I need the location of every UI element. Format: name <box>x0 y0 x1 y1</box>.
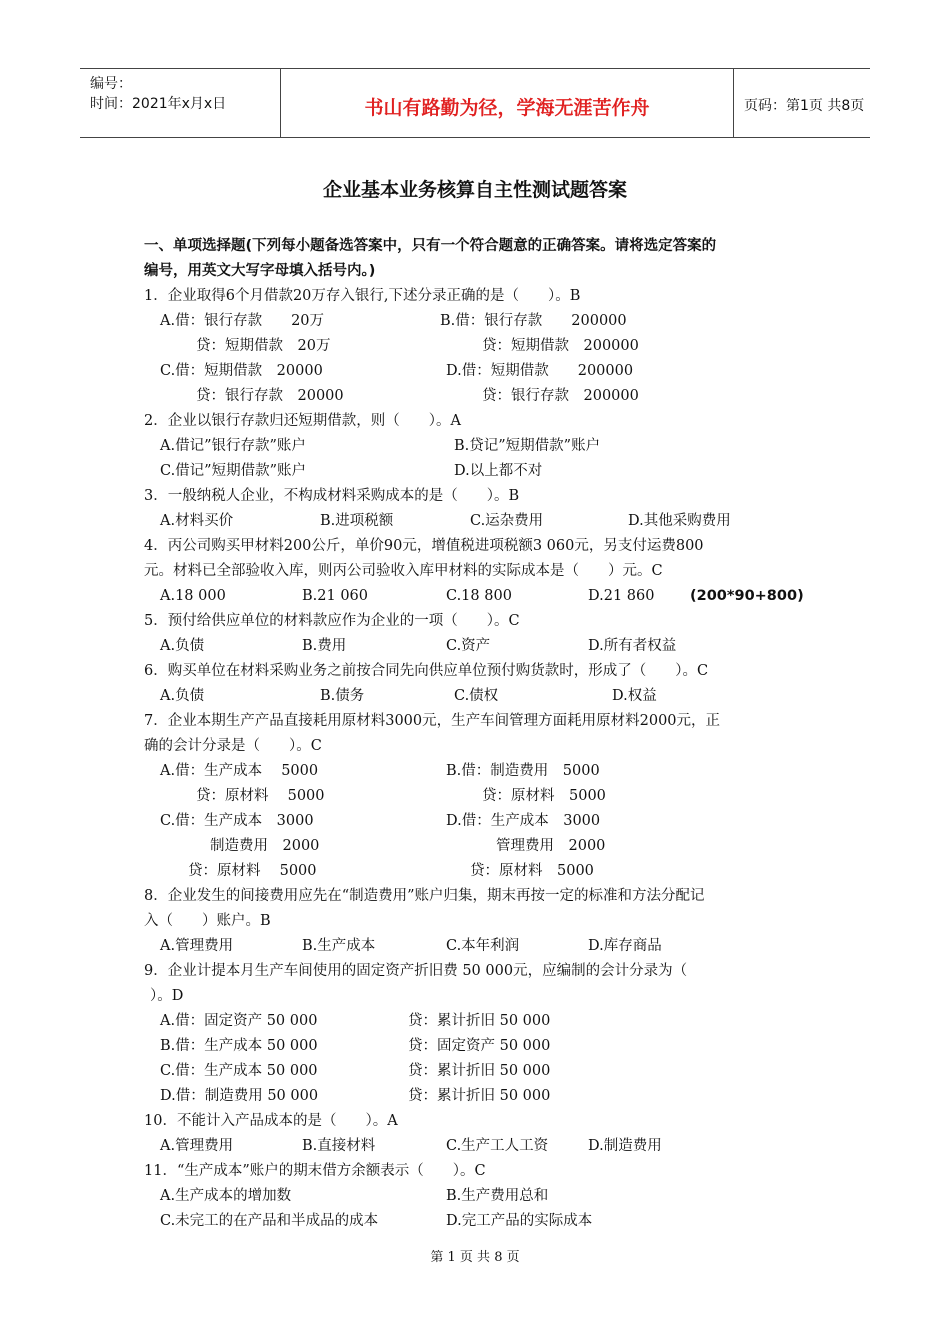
text-line: 9．企业计提本月生产车间使用的固定资产折旧费 50 000元，应编制的会计分录为（ <box>144 963 688 979</box>
text-line: D.以上都不对 <box>454 463 543 479</box>
text-line: 6．购买单位在材料采购业务之前按合同先向供应单位预付购货款时，形成了（ ）。C <box>144 663 709 679</box>
text-line: C.资产 <box>446 638 491 654</box>
text-line: 5．预付给供应单位的材料款应作为企业的一项（ ）。C <box>144 613 520 629</box>
text-line: 贷：银行存款 200000 <box>482 388 639 404</box>
text-line: A.负债 <box>160 688 205 704</box>
text-line: D.所有者权益 <box>588 638 677 654</box>
text-line: B.费用 <box>302 638 347 654</box>
page-footer: 第 1 页 共 8 页 <box>430 1250 520 1265</box>
date-label: 时间：2021年x月x日 <box>90 96 227 112</box>
text-line: B.借：生产成本 50 000 <box>160 1038 318 1054</box>
text-line: B.借：银行存款 200000 <box>440 313 627 329</box>
text-line: A.负债 <box>160 638 205 654</box>
text-line: A.管理费用 <box>160 1138 234 1154</box>
text-line: D.借：制造费用 50 000 <box>160 1088 319 1104</box>
text-line: 贷：累计折旧 50 000 <box>408 1013 551 1029</box>
text-line: C.借：生产成本 50 000 <box>160 1063 318 1079</box>
motto: 书山有路勤为径，学海无涯苦作舟 <box>364 97 650 119</box>
text-line: 贷：累计折旧 50 000 <box>408 1088 551 1104</box>
text-line: D.完工产品的实际成本 <box>446 1213 593 1229</box>
text-line: 贷：固定资产 50 000 <box>408 1038 551 1054</box>
text-line: B.借：制造费用 5000 <box>446 763 600 779</box>
text-line: B.债务 <box>320 688 365 704</box>
text-line: ）。D <box>150 988 184 1004</box>
text-line: 7．企业本期生产产品直接耗用原材料3000元，生产车间管理方面耗用原材料2000元，正 <box>144 713 721 729</box>
text-line: C.生产工人工资 <box>446 1138 549 1154</box>
page-title: 企业基本业务核算自主性测试题答案 <box>322 179 627 201</box>
text-line: A.18 000 <box>160 588 226 604</box>
text-line: 贷：原材料 5000 <box>188 863 317 879</box>
text-line: 贷：短期借款 20万 <box>196 338 331 354</box>
text-line: A.生产成本的增加数 <box>160 1188 292 1204</box>
text-line: D.其他采购费用 <box>628 513 731 529</box>
text-line: 确的会计分录是（ ）。C <box>144 738 322 754</box>
text-line: 1．企业取得6个月借款20万存入银行,下述分录正确的是（ ）。B <box>144 288 581 304</box>
text-line: A.借：生产成本 5000 <box>160 763 319 779</box>
text-line: C.债权 <box>454 688 499 704</box>
text-line: D.权益 <box>612 688 657 704</box>
header-motto-cell <box>280 69 734 137</box>
text-line: 贷：原材料 5000 <box>196 788 325 804</box>
text-line: D.库存商品 <box>588 938 662 954</box>
text-line: B.直接材料 <box>302 1138 376 1154</box>
text-line: D.21 860 <box>588 588 655 604</box>
text-line: B.贷记”短期借款”账户 <box>454 438 601 454</box>
header-right-cell <box>734 69 870 137</box>
text-line: 3．一般纳税人企业，不构成材料采购成本的是（ ）。B <box>144 488 520 504</box>
text-line: C.18 800 <box>446 588 512 604</box>
text-line: A.材料买价 <box>160 513 234 529</box>
text-line: 4．丙公司购买甲材料200公斤，单价90元，增值税进项税额3 060元，另支付运费800 <box>144 538 704 554</box>
text-line: 10．不能计入产品成本的是（ ）。A <box>144 1113 398 1129</box>
text-line: 贷：原材料 5000 <box>482 788 606 804</box>
header-left-cell <box>80 69 280 137</box>
section-heading: 一、单项选择题(下列每小题备选答案中，只有一个符合题意的正确答案。请将选定答案的 <box>144 238 717 254</box>
text-line: C.本年利润 <box>446 938 520 954</box>
text-line: 2．企业以银行存款归还短期借款，则（ ）。A <box>144 413 461 429</box>
page-header <box>80 68 870 138</box>
text-line: A.管理费用 <box>160 938 234 954</box>
text-line: A.借：银行存款 20万 <box>160 313 325 329</box>
text-line: C.借：短期借款 20000 <box>160 363 323 379</box>
text-line: 贷：短期借款 200000 <box>482 338 639 354</box>
text-line: 管理费用 2000 <box>496 838 606 854</box>
text-line: 入（ ）账户。B <box>144 913 271 929</box>
text-line: A.借：固定资产 50 000 <box>160 1013 318 1029</box>
text-line: B.进项税额 <box>320 513 394 529</box>
text-line: 制造费用 2000 <box>210 838 320 854</box>
text-line: D.制造费用 <box>588 1138 662 1154</box>
text-line: (200*90+800) <box>690 588 804 604</box>
text-line: D.借：短期借款 200000 <box>446 363 634 379</box>
section-heading-cont: 编号，用英文大写字母填入括号内。) <box>144 263 376 279</box>
text-line: 11．“生产成本”账户的期末借方余额表示（ ）。C <box>144 1163 486 1179</box>
text-line: C.未完工的在产品和半成品的成本 <box>160 1213 379 1229</box>
text-line: D.借：生产成本 3000 <box>446 813 601 829</box>
page-indicator: 页码：第1页 共8页 <box>744 98 865 114</box>
text-line: 贷：累计折旧 50 000 <box>408 1063 551 1079</box>
text-line: B.生产费用总和 <box>446 1188 549 1204</box>
text-line: 贷：银行存款 20000 <box>196 388 344 404</box>
text-line: 8．企业发生的间接费用应先在“制造费用”账户归集，期末再按一定的标准和方法分配记 <box>144 888 705 904</box>
text-line: C.运杂费用 <box>470 513 544 529</box>
text-line: 贷：原材料 5000 <box>470 863 594 879</box>
text-line: A.借记”银行存款”账户 <box>160 438 306 454</box>
text-line: B.21 060 <box>302 588 369 604</box>
text-line: C.借：生产成本 3000 <box>160 813 314 829</box>
text-line: B.生产成本 <box>302 938 376 954</box>
text-line: 元。材料已全部验收入库，则丙公司验收入库甲材料的实际成本是（ ）元。C <box>144 563 663 579</box>
text-line: C.借记”短期借款”账户 <box>160 463 307 479</box>
serial-label: 编号： <box>90 76 132 92</box>
